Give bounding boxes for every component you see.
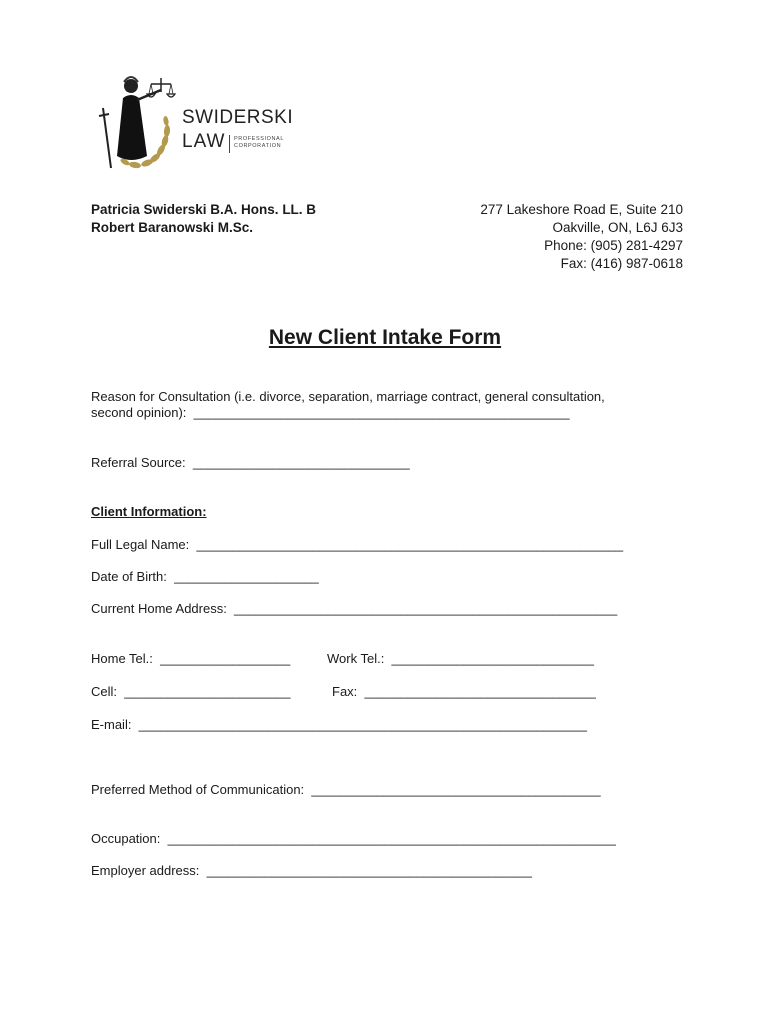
firm-address [480, 201, 683, 273]
lawyer-1: Patricia Swiderski B.A. Hons. LL. B [91, 202, 317, 217]
logo-firm-name: SWIDERSKI [182, 107, 294, 128]
address-line-1: 277 Lakeshore Road E, Suite 210 [480, 202, 683, 217]
fax-field[interactable]: Fax: ________________________________ [332, 684, 596, 699]
home-address-field[interactable]: Current Home Address: _____________________________________________________ [91, 601, 618, 616]
cell-field[interactable]: Cell: _______________________ [91, 684, 291, 699]
lawyer-2: Robert Baranowski M.Sc. [91, 220, 254, 235]
client-information-heading: Client Information: [91, 504, 207, 519]
work-tel-field[interactable]: Work Tel.: ____________________________ [327, 651, 594, 666]
full-legal-name-field[interactable]: Full Legal Name: ___________________________________________________________ [91, 537, 624, 552]
phone-number: Phone: (905) 281-4297 [544, 238, 683, 253]
reason-label: Reason for Consultation (i.e. divorce, separation, marriage contract, general consultation, [91, 389, 605, 404]
preferred-communication-field[interactable]: Preferred Method of Communication: ________________________________________ [91, 782, 601, 797]
form-title: New Client Intake Form [268, 326, 502, 349]
occupation-field[interactable]: Occupation: ______________________________________________________________ [91, 831, 616, 846]
referral-source-field[interactable]: Referral Source: ______________________________ [91, 455, 410, 470]
address-line-2: Oakville, ON, L6J 6J3 [552, 220, 683, 235]
home-tel-field[interactable]: Home Tel.: __________________ [91, 651, 291, 666]
fax-number: Fax: (416) 987-0618 [560, 256, 683, 271]
reason-field[interactable]: second opinion): ____________________________________________________ [91, 405, 570, 420]
logo-law-text: LAW [182, 131, 226, 152]
lawyer-names [91, 201, 316, 237]
logo-divider [229, 135, 230, 153]
employer-address-field[interactable]: Employer address: _____________________________________________ [91, 863, 532, 878]
email-field[interactable]: E-mail: ______________________________________________________________ [91, 717, 587, 732]
date-of-birth-field[interactable]: Date of Birth: ____________________ [91, 569, 319, 584]
logo-subtitle: PROFESSIONAL CORPORATION [234, 136, 284, 149]
